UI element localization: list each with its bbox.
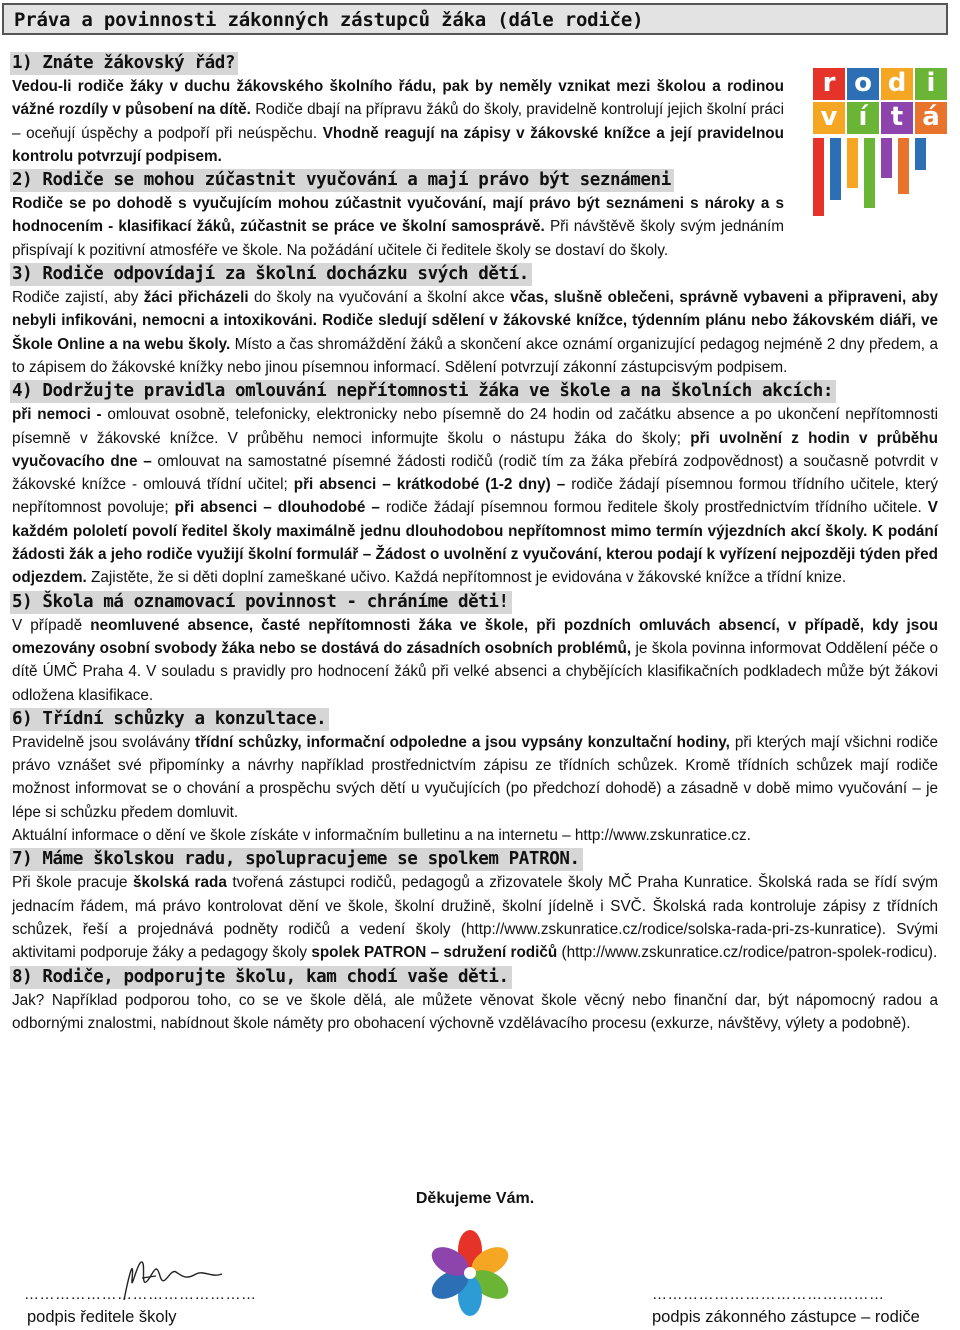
text-run: Při škole pracuje xyxy=(12,874,133,892)
section-paragraph xyxy=(12,403,938,589)
text-run: do školy na vyučování a školní akce xyxy=(248,289,511,307)
section-heading: 1) Znáte žákovský řád? xyxy=(10,52,238,75)
bold-text: Vhodně reagují na zápisy v žákovské knížce a její pravidelnou kontrolu potvrzují podpisem. xyxy=(12,124,784,165)
bold-text: při absenci – krátkodobé (1-2 dny) – xyxy=(293,476,566,494)
section-8 xyxy=(12,966,938,1036)
director-signature-label: podpis ředitele školy xyxy=(27,1308,177,1326)
section-2 xyxy=(12,169,938,262)
text-run: rodiče žádají písemnou formou třídního učitele, který nepřítomnost povoluje; xyxy=(12,476,938,517)
section-heading: 4) Dodržujte pravidla omlouvání nepřítomnosti žáka ve škole a na školních akcích: xyxy=(10,380,836,403)
bold-text: Vedou-li rodiče žáky v duchu žákovského školního řádu, pak by neměly vznikat mezi školou a rodinou vážné rozdíly v působení na dítě. xyxy=(12,78,784,119)
section-paragraph xyxy=(12,871,938,964)
section-heading: 8) Rodiče, podporujte školu, kam chodí vaše děti. xyxy=(10,966,512,989)
bold-text: V každém pololetí povolí ředitel školy maximálně jednu dlouhodobou nepřítomnost mimo termín výjezdních akcí školy. K podání žádosti žák a jeho rodiče využijí školní formulář – Žádost o uvolnění z vyučování, kterou podají k vyřízení nejpozději týden před odjezdem. xyxy=(12,499,938,587)
section-7 xyxy=(12,848,938,964)
bold-text: neomluvené absence, časté nepřítomnosti žáka ve škole, při pozdních omluvách absencí, v případě, kdy jsou omezovány osobní svobody žáka nebo se dostává do zásadních osobních problémů, xyxy=(12,616,938,657)
signature-line-left: ……………………………………… xyxy=(24,1286,257,1303)
section-paragraph xyxy=(12,75,784,168)
logo-letter-tile: í xyxy=(847,102,879,134)
section-heading: 6) Třídní schůzky a konzultace. xyxy=(10,708,329,731)
text-run: Při návštěvě školy svým jednáním přispívají k pozitivní atmosféře ve škole. Na požádání učitele či ředitele školy se dostaví do školy. xyxy=(12,218,784,259)
text-run: Rodiče zajistí, aby xyxy=(12,289,144,307)
logo-letter-tile: o xyxy=(847,68,879,100)
logo-letter-tile: r xyxy=(813,68,845,100)
bold-text: žáci přicházeli xyxy=(143,289,249,307)
section-1 xyxy=(12,52,938,168)
bold-text: Rodiče se po dohodě s vyučujícím mohou zúčastnit vyučování, mají právo být seznámeni s nároky a s hodnocením - klasifikací žáků, zúčastnit se práce ve školní samosprávě. xyxy=(12,195,784,236)
section-3 xyxy=(12,263,938,379)
parent-signature-label: podpis zákonného zástupce – rodiče xyxy=(652,1308,920,1326)
signature-line-right: ……………………………………… xyxy=(652,1286,885,1303)
document-body xyxy=(12,52,938,1036)
logo-letter-tile: t xyxy=(881,102,913,134)
text-run: Pravidelně jsou svolávány xyxy=(12,733,196,751)
text-run: tvořená zástupci rodičů, pedagogů a zřizovatele školy MČ Praha Kunratice. Školská rada se řídí svým jednacím řádem, má právo kontrolovat dění ve škole, školní družině, školní jídelně i SVČ. Školská rada kontroluje zápisy z třídních schůzek, řeší a projednává podněty rodičů a vedení školy (http://www.zskunratice.cz/rodice/solska-rada-pri-zs-kunratice). Svými aktivitami podporuje žáky a pedagogy školy xyxy=(12,874,938,962)
bold-text: při nemoci - xyxy=(12,406,102,424)
section-5 xyxy=(12,591,938,707)
bold-text: spolek PATRON – sdružení rodičů xyxy=(311,944,558,962)
text-run: omlouvat osobně, telefonicky, elektronicky nebo písemně do 24 hodin od začátku absence a po ukončení nepřítomnosti písemně v žákovské knížce. V průběhu nemoci informujte školu o nástupu žáka do školy; xyxy=(12,406,938,447)
section-paragraph xyxy=(12,192,784,262)
text-run: Rodiče dbají na přípravu žáků do školy, pravidelně kontrolují jejich školní práci – oceňují úspěchy a podpoří při neúspěchu. xyxy=(12,101,784,142)
section-heading: 7) Máme školskou radu, spolupracujeme se spolkem PATRON. xyxy=(10,848,583,871)
bold-text: školská rada xyxy=(132,874,227,892)
bold-text: včas, slušně oblečeni, správně vybaveni a připraveni, aby nebyli infikováni, nemocni a intoxikováni. Rodiče sledují sdělení v žákovské knížce, týdenním plánu nebo žákovském diáři, ve Škole Online a na webu školy. xyxy=(12,289,938,353)
school-flower-logo xyxy=(425,1228,515,1318)
logo-letter-tile: á xyxy=(915,102,947,134)
text-run: Místo a čas shromáždění žáků a skončení akce oznámí organizující pedagog nejméně 2 dny předem, a to zápisem do žákovské knížky nebo jinou písemnou informací. Sdělení potvrzují zákonní zástupcisvým podpisem. xyxy=(12,335,938,376)
text-run: Aktuální informace o dění ve škole získáte v informačním bulletinu a na internetu – http://www.zskunratice.cz. xyxy=(12,827,751,845)
page-title: Práva a povinnosti zákonných zástupců žáka (dále rodiče) xyxy=(2,3,948,35)
section-heading: 5) Škola má oznamovací povinnost - chráníme děti! xyxy=(10,591,512,614)
text-run: Zajistěte, že si děti doplní zameškané učivo. Každá nepřítomnost je evidována v žákovské knížce a třídní knize. xyxy=(86,569,847,587)
section-paragraph xyxy=(12,286,938,379)
section-paragraph xyxy=(12,824,938,847)
text-run: rodiče žádají písemnou formou ředitele školy prostřednictvím třídního učitele. xyxy=(379,499,928,517)
logo-letter-tile: i xyxy=(915,68,947,100)
section-4 xyxy=(12,380,938,589)
thanks-text: Děkujeme Vám. xyxy=(415,1190,535,1207)
bold-text: při absenci – dlouhodobé – xyxy=(174,499,380,517)
section-heading: 3) Rodiče odpovídají za školní docházku svých dětí. xyxy=(10,263,532,286)
text-run: (http://www.zskunratice.cz/rodice/patron-spolek-rodicu). xyxy=(557,944,938,962)
text-run: omlouvat na samostatné písemné žádosti rodičů (rodič tím za žáka přebírá zodpovědnost) a současně potvrdit v žákovské knížce - omlouvá třídní učitel; xyxy=(12,452,938,494)
section-paragraph xyxy=(12,731,938,824)
logo-letter-tile: v xyxy=(813,102,845,134)
text-run: Jak? Například podporou toho, co se ve škole dělá, ale můžete věnovat škole věcný nebo finanční dar, být nápomocný radou a odbornými znalostmi, nabídnout škole náměty pro obohacení výchovně vzdělávacího procesu (exkurze, návštěvy, výlety a podobně). xyxy=(12,991,938,1032)
text-run: při kterých mají všichni rodiče právo vznášet své připomínky a návrhy například prostřednictvím zápisu ze třídních schůzek. Kromě třídních schůzek mají rodiče možnost informovat se o chování a prospěchu svých dětí u vyučujících (po předchozí dohodě) a zásadně v době mimo vyučování – je lépe si schůzku předem domluvit. xyxy=(12,733,938,821)
bold-text: při uvolnění z hodin v průběhu vyučovacího dne – xyxy=(12,429,938,470)
section-paragraph xyxy=(12,989,938,1036)
text-run: V případě xyxy=(12,616,91,634)
section-heading: 2) Rodiče se mohou zúčastnit vyučování a mají právo být seznámeni xyxy=(10,169,674,192)
bold-text: třídní schůzky, informační odpoledne a jsou vypsány konzultační hodiny, xyxy=(195,733,730,751)
section-6 xyxy=(12,708,938,847)
logo-letter-tile: d xyxy=(881,68,913,100)
section-paragraph xyxy=(12,614,938,707)
text-run: je škola povinna informovat Oddělení péče o dítě ÚMČ Praha 4. V souladu s pravidly pro hodnocení žáků při velké absenci a chybějících klasifikačních podkladech může být žákovi odložena klasifikace. xyxy=(12,639,939,704)
